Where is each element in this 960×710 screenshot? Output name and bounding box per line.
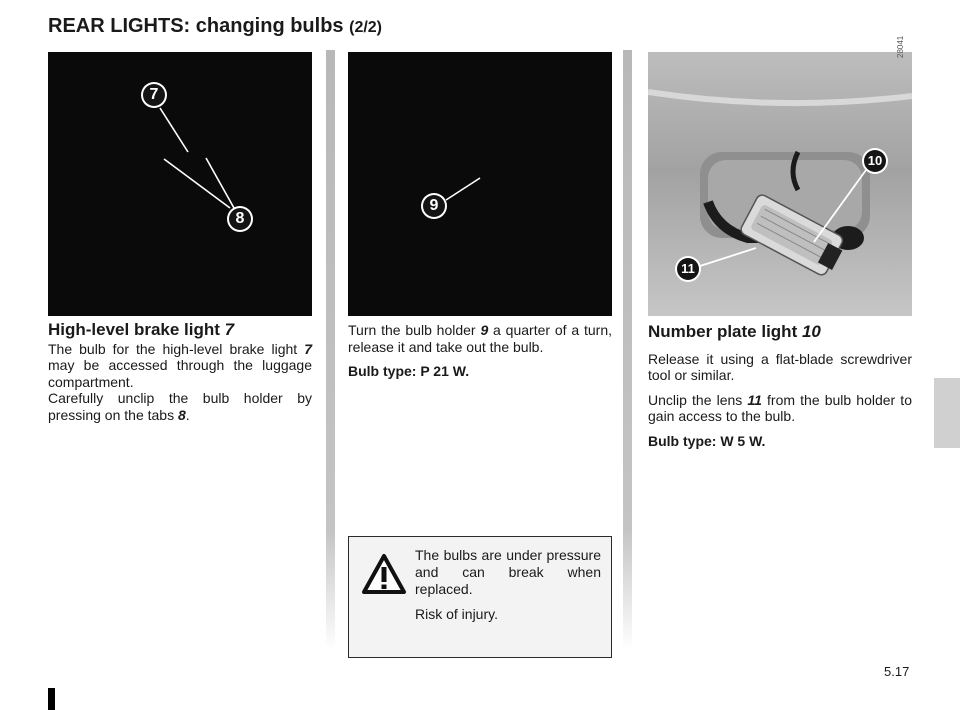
column-divider-right [623,50,632,650]
warning-text [415,547,601,631]
bulb-type-p21w: Bulb type: P 21 W. [348,363,470,379]
title-part-indicator: (2/2) [349,19,383,36]
warning-line-injury: Risk of injury. [415,606,498,622]
image-reference-code: 28041 [896,35,905,58]
section-thumb-tab [934,378,960,448]
column-1-text [48,322,312,423]
column-3-text [648,324,912,457]
warning-box [348,536,612,658]
callout-7: 7 [143,84,165,106]
paragraph-brake-light-access: The bulb for the high-level brake light 7 may be accessed through the luggage compartment. [48,340,312,390]
heading-number-plate-light: Number plate light 10 [648,322,821,341]
warning-line-pressure: The bulbs are under pressure and can break when replaced. [415,547,601,597]
callout-10: 10 [864,150,886,172]
callout-8: 8 [229,208,251,230]
photo-2-leader-line [348,52,612,316]
paragraph-release-lens: Release it using a flat-blade screwdriver tool or similar. [648,350,912,383]
callout-11: 11 [677,258,699,280]
paragraph-turn-bulb-holder: Turn the bulb holder 9 a quarter of a turn, release it and take out the bulb. [348,322,612,355]
photo-1-leader-lines [48,52,312,316]
corner-crop-mark [48,688,55,710]
page-title [48,15,382,38]
warning-triangle-icon [361,553,407,595]
callout-9: 9 [423,195,445,217]
heading-ref-10: 10 [801,322,821,341]
column-divider-left [326,50,335,650]
paragraph-unclip-lens: Unclip the lens 11 from the bulb holder to gain access to the bulb. [648,391,912,424]
heading-high-level-brake-light: High-level brake light 7 [48,320,235,339]
paragraph-unclip-holder: Carefully unclip the bulb holder by pressing on the tabs 8. [48,390,312,423]
column-2-text [348,322,612,388]
photo-high-level-brake-light [48,52,312,316]
bulb-type-w5w: Bulb type: W 5 W. [648,432,766,449]
title-main: REAR LIGHTS: changing bulbs [48,15,350,37]
page-number: 5.17 [884,664,910,679]
heading-ref-7: 7 [224,320,235,339]
photo-bulb-holder [348,52,612,316]
